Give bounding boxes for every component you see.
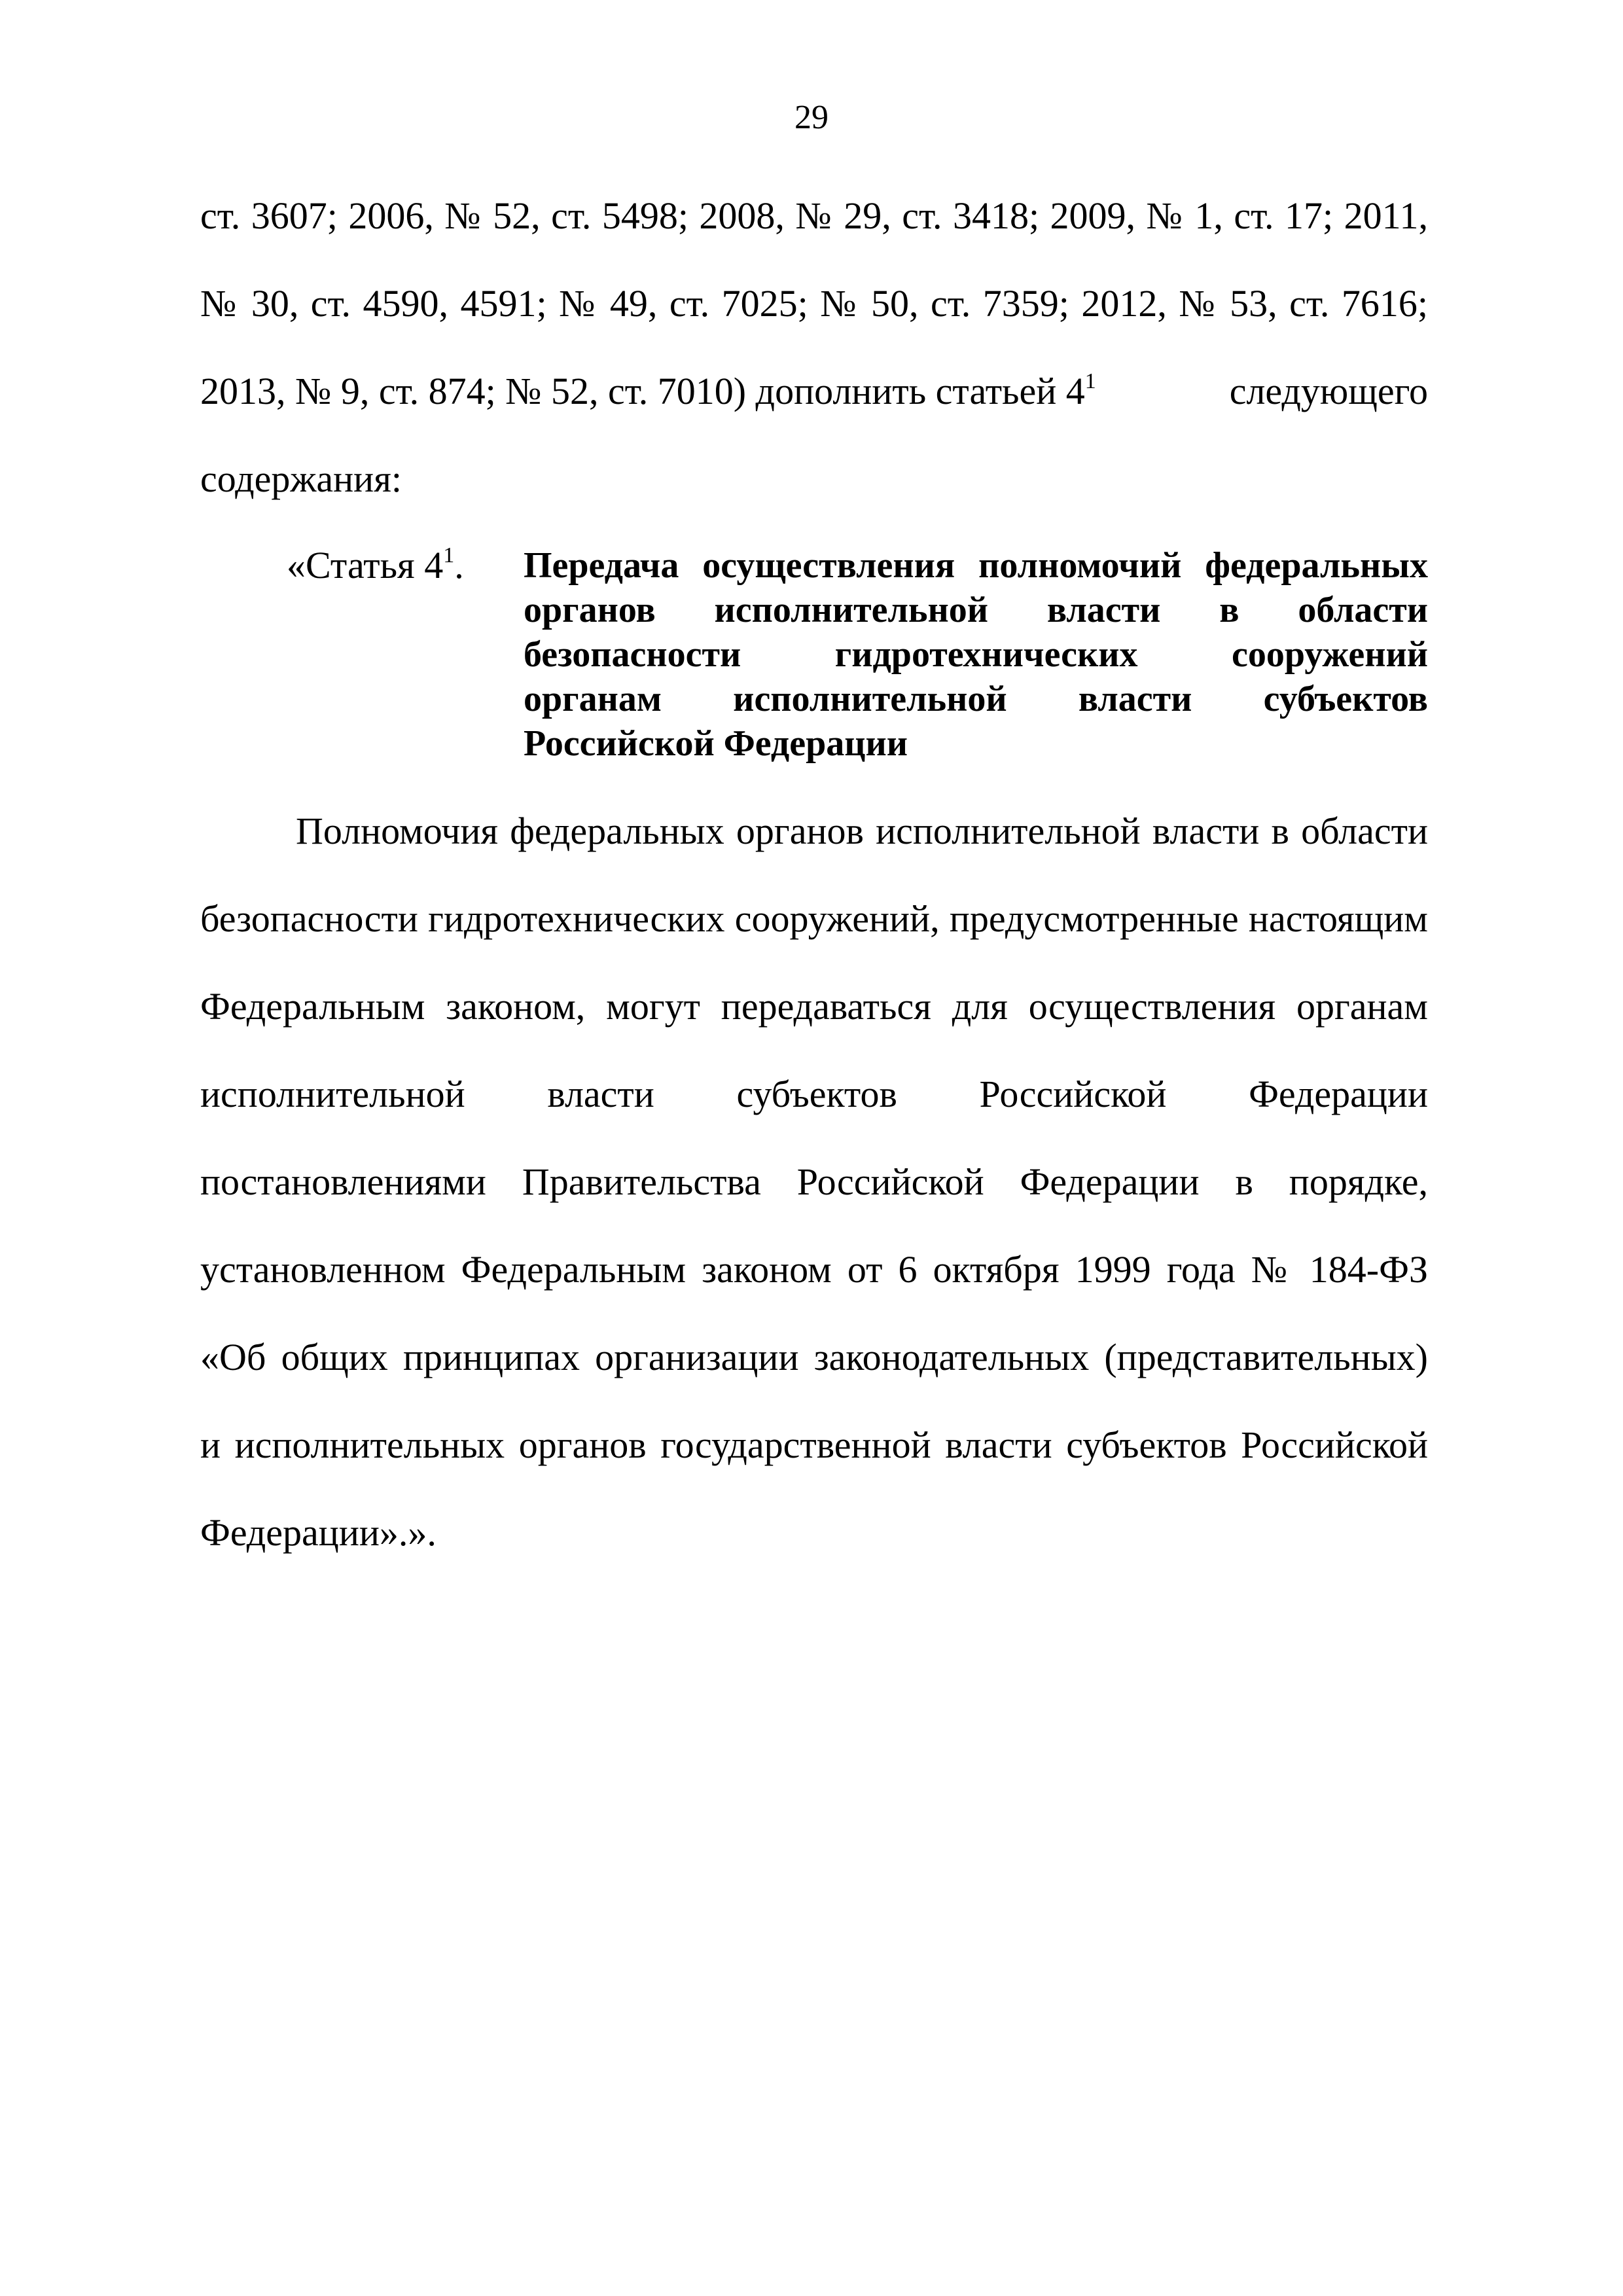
article-title-line-4: органам исполнительной власти субъектов: [524, 679, 1428, 719]
intro-line-1: ст. 3607; 2006, № 52, ст. 5498; 2008, № 29, ст. 3418; 2009, № 1, ст. 17; 2011,: [200, 194, 1428, 237]
body-line-7: «Об общих принципах организации законодательных (представительных): [200, 1336, 1428, 1378]
article-title-line-2: органов исполнительной власти в области: [524, 590, 1428, 630]
body-line-2: безопасности гидротехнических сооружений, предусмотренные настоящим: [200, 897, 1428, 940]
intro-superscript: 1: [1084, 369, 1096, 393]
intro-line-2: № 30, ст. 4590, 4591; № 49, ст. 7025; № 50, ст. 7359; 2012, № 53, ст. 7616;: [200, 282, 1428, 325]
article-label-prefix: «Статья 4: [287, 544, 444, 586]
article-title-line-5: Российской Федерации: [524, 723, 908, 764]
article-label-superscript: 1: [443, 543, 455, 567]
body-line-3: Федеральным законом, могут передаваться для осуществления органам: [200, 985, 1428, 1028]
page-number: 29: [794, 99, 829, 136]
intro-line-3: [200, 369, 1428, 414]
intro-line-3-end: следующего: [1229, 370, 1428, 412]
body-line-8: и исполнительных органов государственной власти субъектов Российской: [200, 1424, 1428, 1466]
article-label-suffix: .: [454, 544, 464, 586]
article-title-line-3: безопасности гидротехнических сооружений: [524, 634, 1428, 675]
body-line-5: постановлениями Правительства Российской Федерации в порядке,: [200, 1160, 1428, 1203]
body-line-4: исполнительной власти субъектов Российской Федерации: [200, 1073, 1428, 1115]
article-title-line-1: Передача осуществления полномочий федеральных: [524, 545, 1428, 586]
intro-line-3-text: 2013, № 9, ст. 874; № 52, ст. 7010) дополнить статьей 4: [200, 370, 1085, 412]
body-line-9: Федерации».».: [200, 1511, 437, 1554]
article-label: [287, 543, 464, 588]
body-line-6: установленном Федеральным законом от 6 октября 1999 года № 184-ФЗ: [200, 1248, 1428, 1291]
body-line-1: Полномочия федеральных органов исполнительной власти в области: [296, 810, 1428, 852]
intro-line-4: содержания:: [200, 457, 402, 500]
